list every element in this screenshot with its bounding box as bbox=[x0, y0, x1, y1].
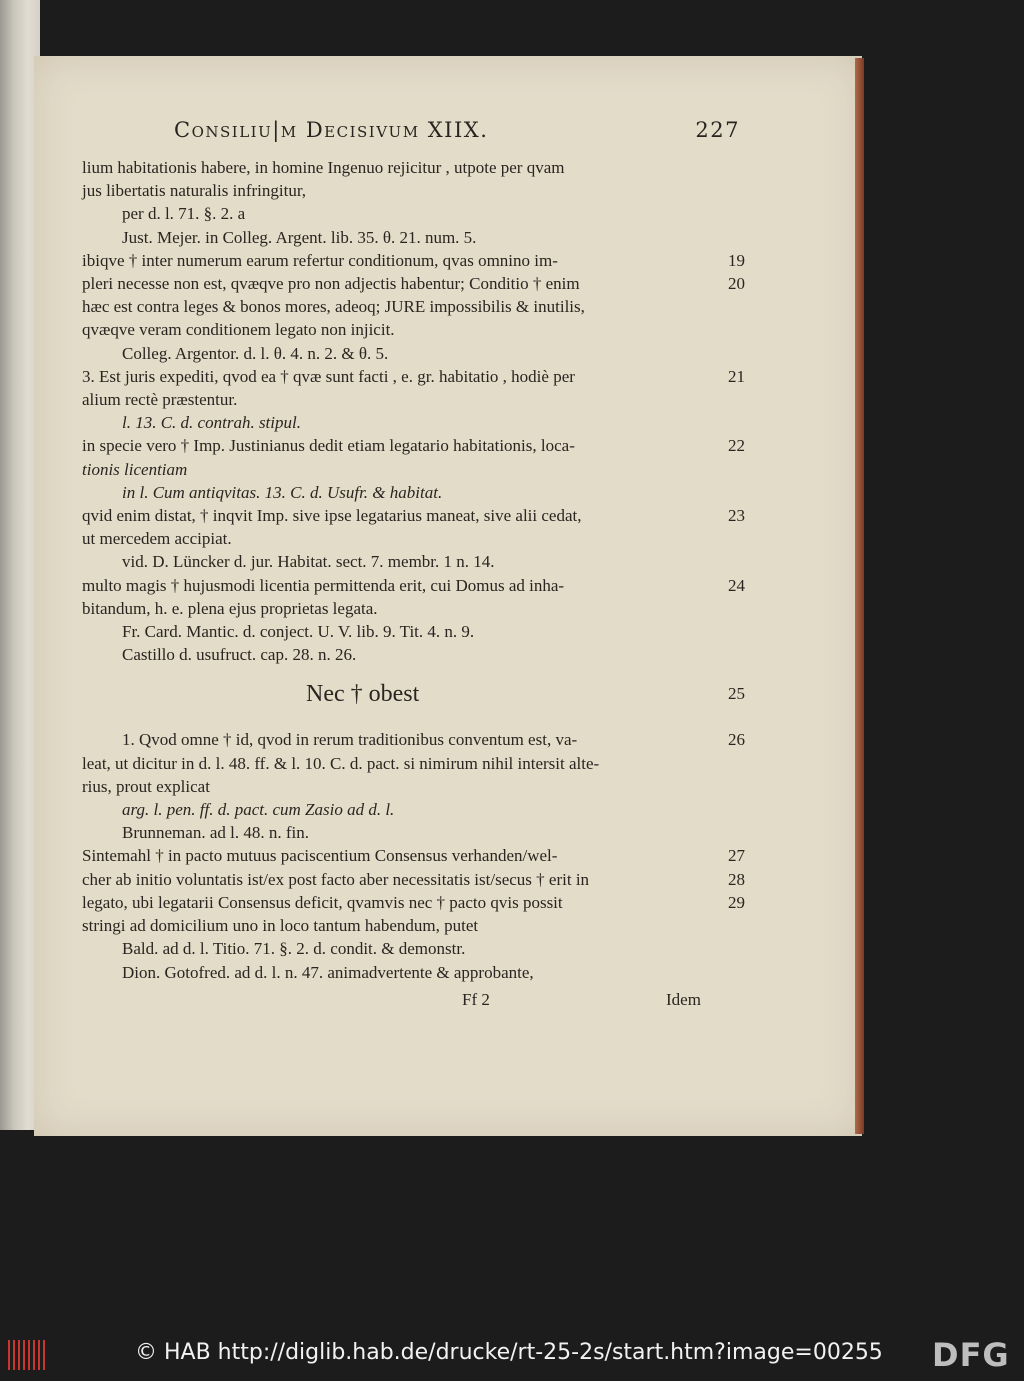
line-text: Castillo d. usufruct. cap. 28. n. 26. bbox=[122, 645, 357, 665]
line-text: multo magis † hujusmodi licentia permittenda erit, cui Domus ad inha- bbox=[82, 575, 565, 595]
text-line bbox=[82, 752, 722, 775]
text-line bbox=[82, 937, 722, 960]
text-line bbox=[82, 821, 722, 844]
line-text: Sintemahl † in pacto mutuus paciscentium Consensus verhanden/wel- bbox=[82, 846, 558, 866]
margin-number: 29 bbox=[728, 892, 745, 912]
catchword: Idem bbox=[666, 989, 701, 1009]
text-line bbox=[82, 179, 722, 202]
line-text: legato, ubi legatarii Consensus deficit, qvamvis nec † pacto qvis possit bbox=[82, 892, 563, 912]
line-text: cher ab initio voluntatis ist/ex post facto aber necessitatis ist/secus † erit in bbox=[82, 869, 590, 889]
text-line bbox=[82, 249, 745, 272]
line-text: rius, prout explicat bbox=[82, 776, 210, 796]
margin-number: 25 bbox=[728, 684, 745, 704]
line-text: stringi ad domicilium uno in loco tantum habendum, putet bbox=[82, 916, 479, 936]
line-text: 1. Qvod omne † id, qvod in rerum traditionibus conventum est, va- bbox=[122, 730, 578, 750]
line-text: in l. Cum antiqvitas. 13. C. d. Usufr. & habitat. bbox=[122, 482, 443, 502]
signature-mark: Ff 2 bbox=[462, 989, 490, 1009]
text-line bbox=[82, 844, 745, 867]
page-edge bbox=[855, 58, 864, 1134]
margin-number: 20 bbox=[728, 274, 745, 294]
text-line bbox=[82, 156, 722, 179]
line-text: jus libertatis naturalis infringitur, bbox=[82, 181, 307, 201]
text-line bbox=[82, 481, 722, 504]
page-number: 227 bbox=[695, 118, 740, 142]
text-line bbox=[82, 775, 722, 798]
margin-number: 27 bbox=[728, 846, 745, 866]
line-text: tionis licentiam bbox=[82, 459, 188, 479]
line-text: 3. Est juris expediti, qvod ea † qvæ sunt facti , e. gr. habitatio , hodiè per bbox=[82, 366, 575, 386]
line-text: lium habitationis habere, in homine Ingenuo rejicitur , utpote per qvam bbox=[82, 158, 565, 177]
text-line bbox=[82, 504, 745, 527]
text-line bbox=[82, 798, 722, 821]
text-line bbox=[82, 272, 745, 295]
line-text: Dion. Gotofred. ad d. l. n. 47. animadvertente & approbante, bbox=[122, 962, 534, 982]
section-heading-text: Nec † obest bbox=[306, 681, 420, 708]
text-line bbox=[82, 365, 745, 388]
text-line bbox=[82, 961, 722, 984]
text-line bbox=[82, 728, 745, 751]
line-text: per d. l. 71. §. 2. a bbox=[122, 204, 246, 224]
book-page bbox=[34, 56, 862, 1136]
text-line bbox=[82, 574, 745, 597]
running-title: Consiliu|m Decisivum XIIX. bbox=[174, 118, 489, 142]
line-text: Just. Mejer. in Colleg. Argent. lib. 35. θ. 21. num. 5. bbox=[122, 227, 477, 247]
line-text: pleri necesse non est, qvæqve pro non adjectis habentur; Conditio † enim bbox=[82, 274, 580, 294]
text-line bbox=[82, 411, 722, 434]
line-text: Bald. ad d. l. Titio. 71. §. 2. d. condit. & demonstr. bbox=[122, 939, 466, 959]
text-line bbox=[82, 295, 722, 318]
body-text bbox=[82, 156, 745, 1012]
line-text: in specie vero † Imp. Justinianus dedit etiam legatario habitationis, loca- bbox=[82, 436, 575, 456]
margin-number: 19 bbox=[728, 250, 745, 270]
margin-number: 28 bbox=[728, 869, 745, 889]
text-line bbox=[82, 458, 722, 481]
page-footer bbox=[82, 988, 722, 1012]
margin-number: 26 bbox=[728, 730, 745, 750]
margin-number: 22 bbox=[728, 436, 745, 456]
section-heading bbox=[82, 676, 745, 712]
line-text: alium rectè præstentur. bbox=[82, 390, 238, 410]
text-line bbox=[82, 434, 745, 457]
hab-logo-icon bbox=[8, 1340, 48, 1370]
line-text: hæc est contra leges & bonos mores, adeoq; JURE impossibilis & inutilis, bbox=[82, 297, 585, 317]
text-line bbox=[82, 620, 722, 643]
margin-number: 23 bbox=[728, 506, 745, 526]
copyright-url[interactable]: © HAB http://diglib.hab.de/drucke/rt-25-2s/start.htm?image=00255 bbox=[135, 1340, 883, 1365]
line-text: Fr. Card. Mantic. d. conject. U. V. lib. 9. Tit. 4. n. 9. bbox=[122, 622, 475, 642]
text-line bbox=[82, 891, 745, 914]
line-text: arg. l. pen. ff. d. pact. cum Zasio ad d. l. bbox=[122, 800, 395, 820]
line-text: ibiqve † inter numerum earum refertur conditionum, qvas omnino im- bbox=[82, 250, 558, 270]
line-text: bitandum, h. e. plena ejus proprietas legata. bbox=[82, 598, 378, 618]
viewer-footer-bar bbox=[0, 1330, 1024, 1381]
line-text: l. 13. C. d. contrah. stipul. bbox=[122, 413, 301, 433]
running-header bbox=[174, 118, 740, 142]
dfg-logo: DFG bbox=[932, 1336, 1010, 1374]
text-line bbox=[82, 868, 745, 891]
text-line bbox=[82, 202, 722, 225]
margin-number: 21 bbox=[728, 366, 745, 386]
line-text: Brunneman. ad l. 48. n. fin. bbox=[122, 823, 309, 843]
line-text: ut mercedem accipiat. bbox=[82, 529, 232, 549]
text-line bbox=[82, 342, 722, 365]
text-block-2 bbox=[82, 728, 745, 983]
line-text: leat, ut dicitur in d. l. 48. ff. & l. 10. C. d. pact. si nimirum nihil intersit alte- bbox=[82, 753, 600, 773]
margin-number: 24 bbox=[728, 575, 745, 595]
line-text: vid. D. Lüncker d. jur. Habitat. sect. 7. membr. 1 n. 14. bbox=[122, 552, 495, 572]
line-text: Colleg. Argentor. d. l. θ. 4. n. 2. & θ. 5. bbox=[122, 343, 389, 363]
text-line bbox=[82, 550, 722, 573]
text-block-1 bbox=[82, 156, 745, 666]
line-text: qvæqve veram conditionem legato non injicit. bbox=[82, 320, 395, 340]
line-text: qvid enim distat, † inqvit Imp. sive ipse legatarius maneat, sive alii cedat, bbox=[82, 506, 582, 526]
text-line bbox=[82, 388, 722, 411]
text-line bbox=[82, 643, 722, 666]
text-line bbox=[82, 527, 722, 550]
text-line bbox=[82, 226, 722, 249]
text-line bbox=[82, 318, 722, 341]
text-line bbox=[82, 914, 722, 937]
text-line bbox=[82, 597, 722, 620]
